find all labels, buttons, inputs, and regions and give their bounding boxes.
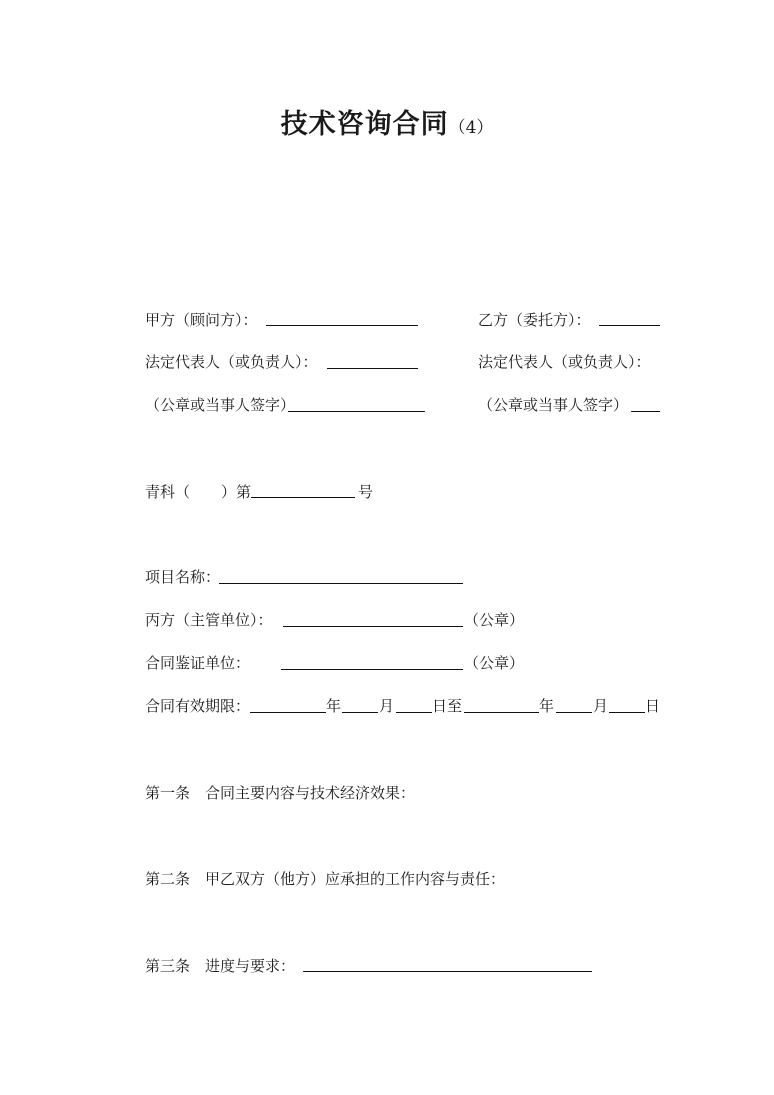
- article-3-field[interactable]: [303, 971, 592, 972]
- verification-seal: （公章）: [464, 654, 525, 672]
- validity-end-year-field[interactable]: [464, 712, 539, 713]
- validity-label: 合同有效期限：: [145, 697, 251, 715]
- validity-month1: 月: [379, 697, 395, 715]
- title-main: 技术咨询合同: [280, 109, 449, 140]
- party-c-label: 丙方（主管单位）：: [145, 611, 273, 629]
- rep-a-label: 法定代表人（或负责人）：: [145, 353, 318, 371]
- validity-start-month-field[interactable]: [342, 712, 378, 713]
- party-b-field[interactable]: [599, 325, 660, 326]
- title-suffix: （4）: [448, 118, 494, 138]
- party-b-label: 乙方（委托方）：: [478, 311, 591, 329]
- seal-a-field[interactable]: [288, 411, 425, 412]
- validity-day-to: 日至: [432, 697, 463, 715]
- validity-month2: 月: [593, 697, 609, 715]
- page-title: [0, 102, 774, 141]
- party-c-seal: （公章）: [464, 611, 525, 629]
- validity-year1: 年: [326, 697, 342, 715]
- rep-b-label: 法定代表人（或负责人）：: [478, 353, 651, 371]
- validity-year2: 年: [539, 697, 555, 715]
- project-name-field[interactable]: [219, 583, 463, 584]
- verification-label: 合同鉴证单位：: [145, 654, 251, 672]
- contract-no-prefix: 青科（: [145, 483, 191, 501]
- validity-start-year-field[interactable]: [250, 712, 326, 713]
- article-1: 第一条 合同主要内容与技术经济效果：: [145, 784, 416, 802]
- party-a-field[interactable]: [266, 325, 418, 326]
- contract-no-field[interactable]: [251, 497, 355, 498]
- verification-field[interactable]: [281, 669, 463, 670]
- validity-day2: 日: [645, 697, 661, 715]
- validity-end-day-field[interactable]: [609, 712, 645, 713]
- seal-b-field[interactable]: [631, 411, 660, 412]
- validity-start-day-field[interactable]: [396, 712, 432, 713]
- party-a-label: 甲方（顾问方）：: [145, 311, 258, 329]
- party-c-field[interactable]: [283, 626, 463, 627]
- seal-b-label: （公章或当事人签字）: [478, 396, 629, 414]
- project-name-label: 项目名称：: [145, 568, 221, 586]
- article-2: 第二条 甲乙双方（他方）应承担的工作内容与责任：: [145, 870, 506, 888]
- seal-a-label: （公章或当事人签字）: [145, 396, 296, 414]
- article-3: 第三条 进度与要求：: [145, 957, 296, 975]
- validity-end-month-field[interactable]: [556, 712, 592, 713]
- contract-no-suffix: 号: [358, 483, 374, 501]
- contract-no-middle: ）第: [221, 483, 252, 501]
- rep-a-field[interactable]: [327, 368, 418, 369]
